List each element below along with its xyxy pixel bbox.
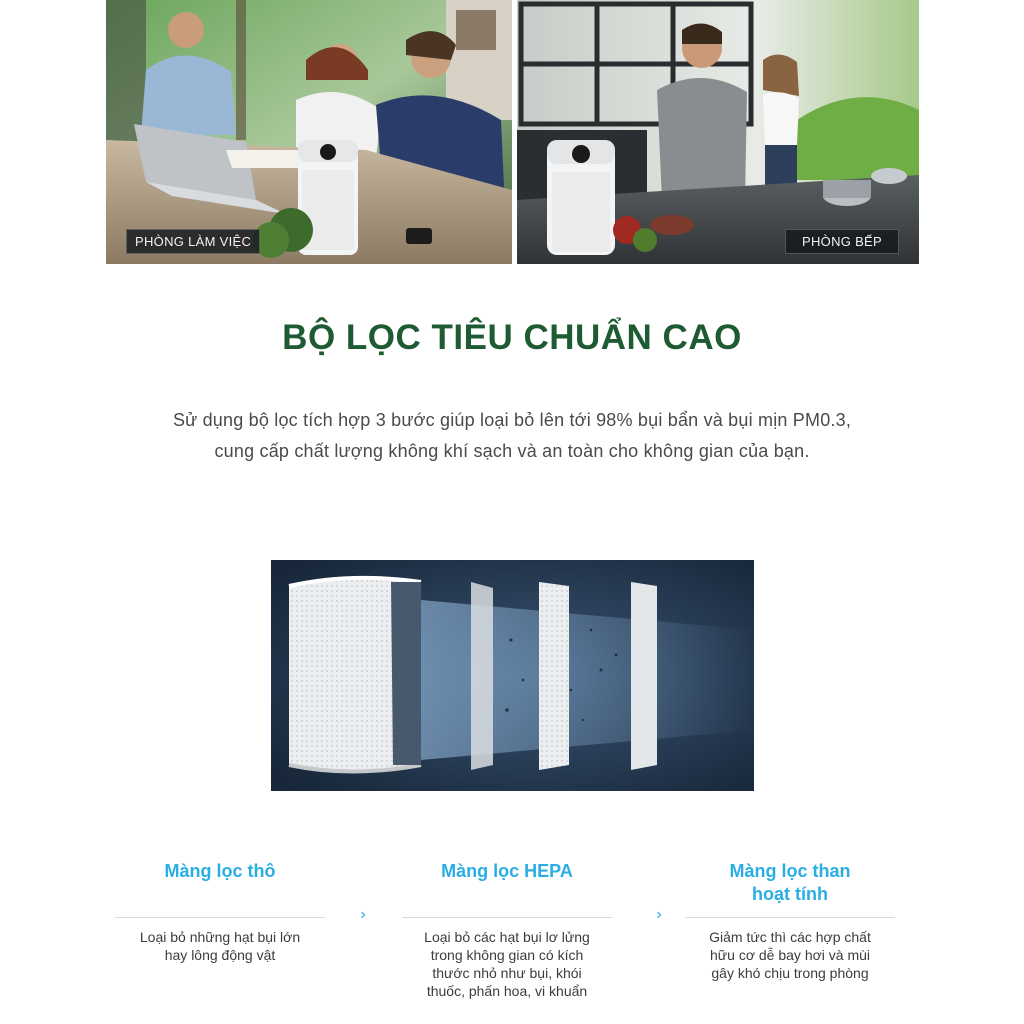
office-photo	[106, 0, 512, 264]
layer-title-text: Màng lọc HEPA	[441, 861, 573, 881]
layer-desc-line: Giảm tức thì các hợp chất	[709, 929, 871, 945]
filter-layers-illustration	[271, 560, 754, 791]
description-line-2: cung cấp chất lượng không khí sạch và an toàn cho không gian của bạn.	[214, 441, 810, 461]
kitchen-photo-label: PHÒNG BẾP	[785, 229, 899, 254]
layer-desc-line: Loại bỏ những hạt bụi lớn	[139, 929, 301, 945]
layer-desc-line: gây khó chịu trong phòng	[711, 965, 869, 981]
section-title: BỘ LỌC TIÊU CHUẨN CAO	[282, 318, 742, 357]
layer-desc-line: hay lông động vật	[164, 947, 276, 963]
layer-description	[685, 928, 895, 982]
layer-title-text: Màng lọc thô	[164, 861, 276, 881]
layer-desc-line: trong không gian có kích	[430, 947, 584, 963]
layer-title-line: Màng lọc than	[729, 861, 851, 881]
layer-divider	[685, 917, 895, 918]
layer-title	[402, 860, 612, 910]
description-line-1: Sử dụng bộ lọc tích hợp 3 bước giúp loại bỏ lên tới 98% bụi bẩn và bụi mịn PM0.3,	[172, 410, 852, 430]
filter-layers-image	[271, 560, 754, 791]
layer-activated-carbon-filter	[685, 860, 895, 982]
layer-title	[685, 860, 895, 910]
chevron-right-icon: ›	[656, 906, 662, 923]
layer-coarse-filter	[115, 860, 325, 964]
office-photo-label: PHÒNG LÀM VIỆC	[126, 229, 260, 254]
layer-hepa-filter	[402, 860, 612, 1000]
section-description	[100, 405, 924, 467]
layer-divider	[115, 917, 325, 918]
layer-description	[402, 928, 612, 1000]
layer-title-line: hoạt tính	[752, 884, 828, 904]
layer-desc-line: hữu cơ dễ bay hơi và mùi	[709, 947, 871, 963]
layer-desc-line: Loại bỏ các hạt bụi lơ lửng	[424, 929, 590, 945]
layer-divider	[402, 917, 612, 918]
layer-description	[115, 928, 325, 964]
layer-title-text	[730, 860, 851, 906]
office-scene-illustration	[106, 0, 512, 264]
layer-title	[115, 860, 325, 910]
kitchen-photo	[517, 0, 919, 264]
chevron-right-icon: ›	[360, 906, 366, 923]
kitchen-scene-illustration	[517, 0, 919, 264]
layer-desc-line: thuốc, phấn hoa, vi khuẩn	[426, 983, 588, 999]
layer-desc-line: thước nhỏ như bụi, khói	[432, 965, 582, 981]
